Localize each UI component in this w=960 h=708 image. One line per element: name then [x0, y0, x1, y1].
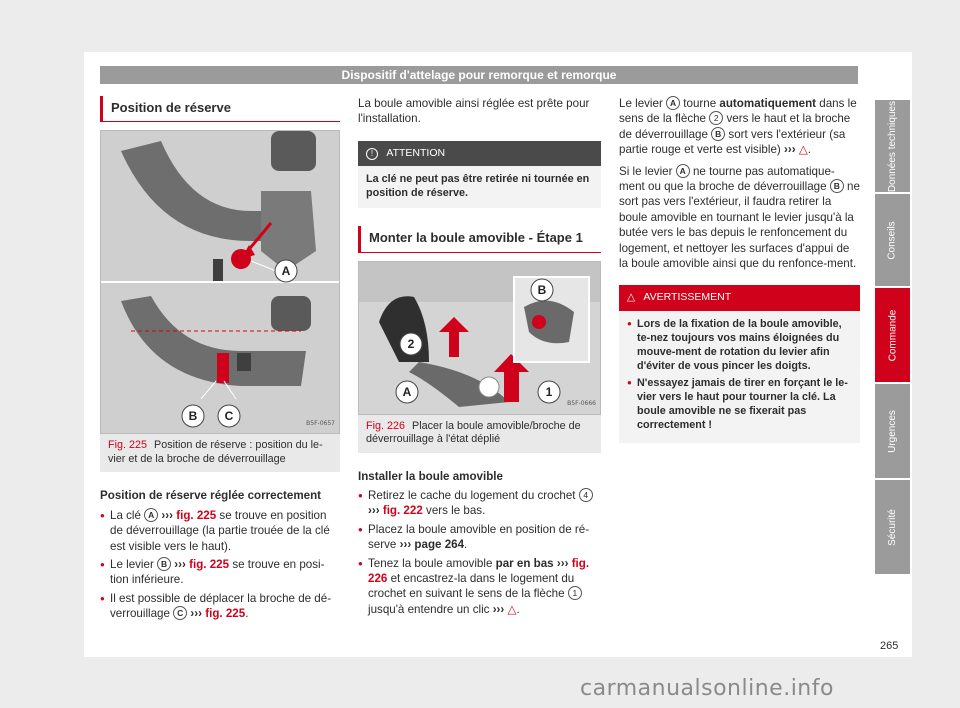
- text: vers le bas.: [426, 504, 486, 518]
- badge-a: A: [144, 508, 158, 522]
- emphasis: automatiquement: [719, 97, 817, 110]
- list-item: [100, 557, 340, 588]
- text: Tenez la boule amovible: [368, 556, 493, 570]
- text: dans le sens de la flèche: [619, 97, 857, 126]
- text: ne tourne pas automatique-ment ou que la broche de déverrouillage: [619, 164, 835, 194]
- page-number: 265: [880, 640, 899, 652]
- tab-urgences[interactable]: [875, 384, 910, 478]
- text: Le levier: [110, 558, 154, 572]
- text: .: [464, 538, 468, 552]
- ref-arrows: ›››: [783, 143, 796, 157]
- text: Si le levier: [619, 164, 673, 178]
- callout-a: A: [281, 264, 291, 279]
- badge-1: 1: [568, 586, 582, 600]
- figure-225: [100, 130, 340, 434]
- paragraph: [619, 164, 860, 272]
- text: .: [245, 607, 249, 621]
- ref-arrows: ›››: [190, 607, 202, 621]
- watermark: carmanualsonline.info: [580, 676, 834, 701]
- column-1: [100, 96, 340, 625]
- callout-b: B: [188, 409, 198, 424]
- list-item: [100, 508, 340, 554]
- figure-caption-text: Placer la boule amovible/broche de déverrouillage à l'état déplié: [366, 419, 581, 446]
- figure-link[interactable]: fig. 225: [176, 508, 217, 522]
- badge-b: B: [711, 127, 725, 141]
- warning-box: [619, 285, 860, 442]
- callout-b: B: [537, 282, 547, 297]
- badge-b: B: [157, 557, 171, 571]
- list-item: ● Tenez la boule amovible par en bas ››› fig. 226 et encastrez-la dans le logement du crochet en suivant le sens de la flèche 1 jusqu'à entendre un clic ››› △.: [358, 556, 601, 618]
- text: se trouve en position de déverrouillage (la partie trouée de la clé est visible vers le haut).: [110, 508, 330, 553]
- tab-label: Sécurité: [887, 508, 898, 546]
- badge-c: C: [173, 606, 187, 620]
- figure-link[interactable]: fig. 226: [368, 556, 590, 586]
- text: Placez la boule amovible en position de ré-serve: [368, 522, 590, 552]
- figure-link[interactable]: fig. 225: [205, 607, 246, 621]
- text: et encastrez-la dans le logement du crochet en suivant le sens de la flèche: [368, 572, 575, 601]
- tab-label: Commande: [887, 309, 899, 361]
- list-item: [100, 591, 340, 622]
- text: jusqu'à entendre un clic: [368, 602, 490, 616]
- attention-text: La clé ne peut pas être retirée ni tournée en position de réserve.: [366, 173, 590, 200]
- figure-caption: [100, 434, 340, 472]
- tow-hitch-illustration: [101, 131, 339, 433]
- tab-label: Données techniques: [887, 100, 898, 192]
- chapter-tabs: [875, 100, 910, 576]
- tab-securite[interactable]: [875, 480, 910, 574]
- callout-a: A: [402, 384, 412, 399]
- text: sort vers l'extérieur (sa partie rouge et verte est visible): [619, 127, 846, 157]
- info-icon: !: [366, 148, 378, 160]
- ref-arrows: ›››: [492, 602, 505, 616]
- section-title: Position de réserve: [100, 96, 340, 122]
- badge-a: A: [676, 164, 690, 178]
- attention-header: [358, 141, 601, 166]
- figure-number: Fig. 225: [108, 439, 148, 452]
- subhead: Installer la boule amovible: [358, 469, 503, 483]
- list-item: [358, 522, 601, 553]
- ref-arrows: ›››: [368, 504, 380, 518]
- warning-triangle-icon: △: [798, 143, 808, 157]
- callout-2: 2: [407, 336, 415, 351]
- text: Le levier: [619, 97, 663, 110]
- figure-226: [358, 261, 601, 415]
- figure-caption-text: Position de réserve : position du le-vier et de la broche de déverrouillage: [108, 439, 323, 465]
- figure-caption: [358, 415, 601, 453]
- callout-c: C: [224, 409, 234, 424]
- tab-donnees-techniques[interactable]: [875, 100, 910, 192]
- tab-conseils[interactable]: [875, 194, 910, 286]
- text: ne sort pas vers l'extérieur, il faudra retirer la boule amovible en tournant le levier jusqu'à la butée vers le bas depuis le renfoncement du logement, et nettoyer les surfaces d'appui de la boule amovible ainsi que du renfonce-ment.: [619, 180, 860, 271]
- warning-title: AVERTISSEMENT: [643, 291, 732, 304]
- tab-label: Conseils: [887, 220, 899, 260]
- subhead: Position de réserve réglée correctement: [100, 489, 322, 503]
- text: se trouve en posi-tion inférieure.: [110, 558, 325, 587]
- attention-title: ATTENTION: [386, 146, 446, 159]
- tab-label: Urgences: [887, 409, 898, 453]
- warning-body: [619, 311, 860, 443]
- emphasis: par en bas: [495, 556, 554, 570]
- ref-arrows: ›››: [556, 556, 569, 570]
- text: Il est possible de déplacer la broche de dé-verrouillage: [110, 591, 332, 621]
- figure-link[interactable]: fig. 225: [189, 558, 230, 572]
- badge-b: B: [830, 179, 844, 193]
- badge-2: 2: [709, 111, 723, 125]
- list-item: ● Lors de la fixation de la boule amovible, te-nez toujours vos mains éloignées du mouve-ment de rotation du levier afin d'éviter de vous pincer les doigts.: [627, 317, 852, 373]
- intro-text: La boule amovible ainsi réglée est prête pour l'installation.: [358, 97, 590, 126]
- badge-4: 4: [579, 488, 593, 502]
- tow-hitch-mount-illustration: [359, 262, 600, 414]
- text: vers le haut et la broche de déverrouillage: [619, 112, 851, 141]
- figure-code: B5F-0657: [306, 420, 335, 427]
- text: tourne: [683, 97, 717, 110]
- warning-triangle-icon: △: [627, 291, 636, 304]
- attention-box: [358, 141, 601, 208]
- text: La clé: [110, 508, 141, 522]
- callout-1: 1: [545, 384, 553, 399]
- chapter-header: Dispositif d'attelage pour remorque et remorque: [100, 66, 858, 84]
- tab-commande[interactable]: [875, 288, 910, 382]
- list-item: [358, 488, 601, 519]
- ref-arrows: ›››: [174, 558, 186, 572]
- warning-triangle-icon: △: [507, 602, 517, 616]
- paragraph: Le levier A tourne automatiquement dans le sens de la flèche 2 vers le haut et la broche de déverrouillage B sort vers l'extérieur (sa partie rouge et verte est visible) ››› △.: [619, 97, 857, 157]
- figure-number: Fig. 226: [366, 419, 406, 432]
- section-title: Monter la boule amovible - Étape 1: [358, 226, 601, 252]
- ref-arrows: ›››: [161, 508, 173, 522]
- page-link[interactable]: page 264: [414, 538, 465, 552]
- warning-header: [619, 285, 860, 310]
- figure-link[interactable]: fig. 222: [382, 504, 423, 518]
- list-item: ● N'essayez jamais de tirer en forçant le le-vier vers le haut pour tourner la clé. La boule amovible ne se fixerait pas correctement !: [627, 376, 852, 432]
- column-3: [619, 96, 860, 453]
- ref-arrows: ›››: [399, 538, 412, 552]
- badge-a: A: [666, 96, 680, 110]
- text: Retirez le cache du logement du crochet: [368, 489, 576, 503]
- figure-code: B5F-0666: [567, 400, 596, 408]
- column-2: [358, 96, 601, 620]
